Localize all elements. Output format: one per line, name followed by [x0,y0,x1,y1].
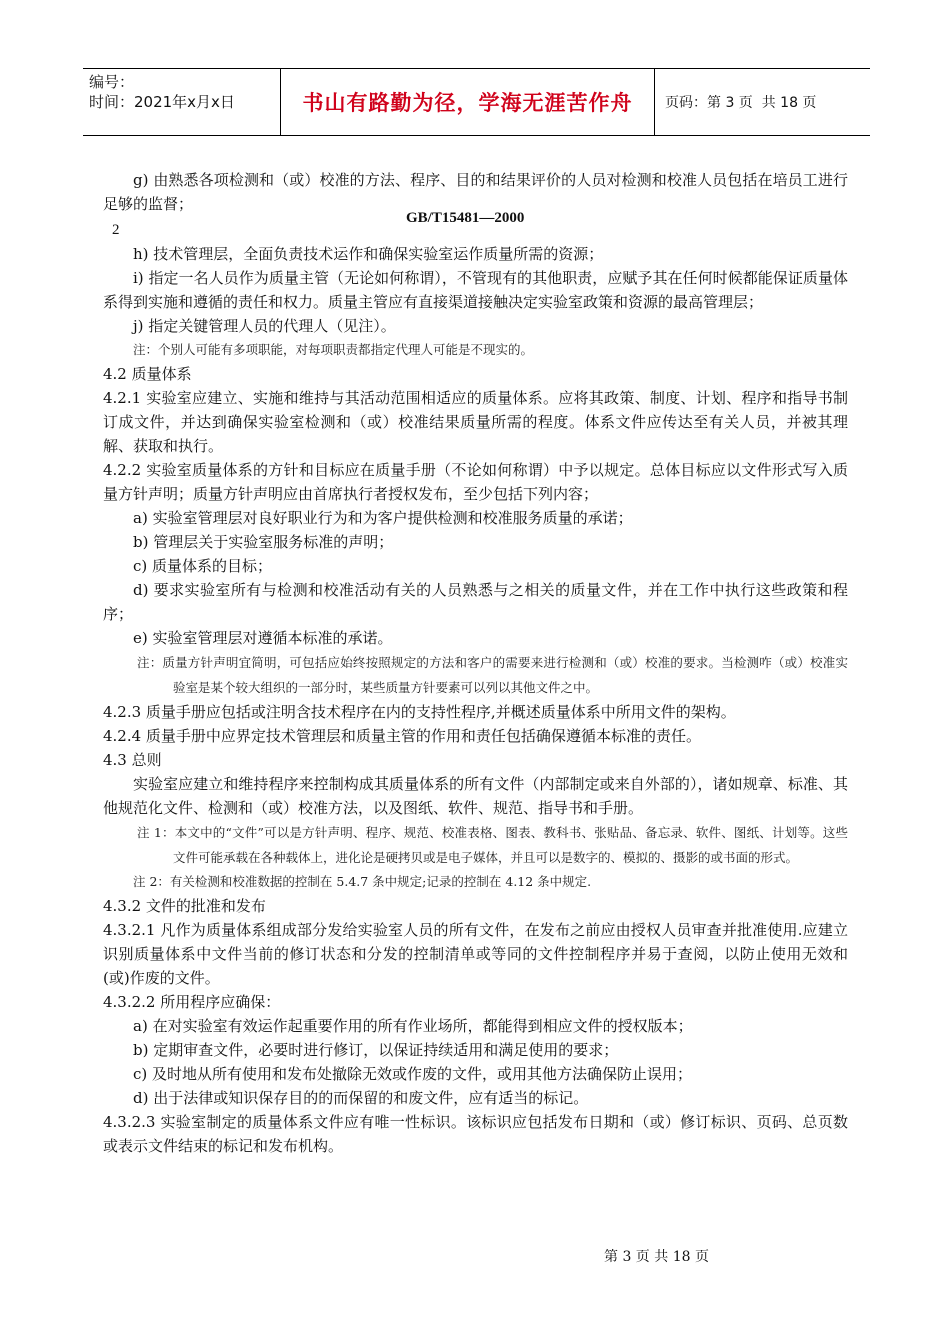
header-code-label: 编号： [89,73,135,91]
page-header [83,68,870,136]
list-item-e1: e) 实验室管理层对遵循本标准的承诺。 [133,629,393,647]
standard-number: GB/T15481—2000 [406,210,525,226]
document-body [103,168,848,1158]
section-4-3-2-3: 4.3.2.3 实验室制定的质量体系文件应有唯一性标识。该标识应包括发布日期和（或）修订标识、页码、总页数或表示文件结束的标记和发布机构。 [103,1113,848,1155]
item-h: h) 技术管理层，全面负责技术运作和确保实验室运作质量所需的资源； [133,245,604,263]
item-j: j) 指定关键管理人员的代理人（见注）。 [133,317,396,335]
header-date: 时间：2021年x月x日 [89,93,235,111]
section-4-2-1: 4.2.1 实验室应建立、实施和维持与其活动范围相适应的质量体系。应将其政策、制度、计划、程序和指导书制订成文件，并达到确保实验室检测和（或）校准结果质量所需的程度。体系文件应传达至有关人员，并被其理解、获取和执行。 [103,389,848,455]
item-i: i) 指定一名人员作为质量主管（无论如何称谓），不管现有的其他职责，应赋予其在任何时候都能保证质量体系得到实施和遵循的责任和权力。质量主管应有直接渠道接触决定实验室政策和资源的最高管理层； [103,269,848,311]
list-item-d1: d) 要求实验室所有与检测和校准活动有关的人员熟悉与之相关的质量文件，并在工作中执行这些政策和程序； [103,581,848,623]
section-4-3: 4.3 总则 [103,751,162,769]
header-page-text: 页码：第 3 页 共 18 页 [665,95,817,111]
section-4-3-2-1: 4.3.2.1 凡作为质量体系组成部分发给实验室人员的所有文件，在发布之前应由授权人员审查并批准使用.应建立识别质量体系中文件当前的修订状态和分发的控制清单或等同的文件控制程序并易于查阅，以防止使用无效和(或)作废的文件。 [103,921,848,987]
list-item-d2: d) 出于法律或知识保存目的的而保留的和废文件，应有适当的标记。 [133,1089,589,1107]
note-1: 注 1：本文中的“文件”可以是方针声明、程序、规范、校准表格、图表、教科书、张贴品、备忘录、软件、图纸、计划等。这些文件可能承载在各种载体上，进化论是硬拷贝或是电子媒体，并且可以是数字的、模拟的、摄影的或书面的形式。 [137,825,848,865]
list-item-b2: b) 定期审查文件，必要时进行修订，以保证持续适用和满足使用的要求； [133,1041,619,1059]
header-slogan: 书山有路勤为径，学海无涯苦作舟 [281,69,655,135]
list-item-c2: c) 及时地从所有使用和发布处撤除无效或作废的文件，或用其他方法确保防止误用； [133,1065,693,1083]
section-4-2-2: 4.2.2 实验室质量体系的方针和目标应在质量手册（不论如何称谓）中予以规定。总体目标应以文件形式写入质量方针声明；质量方针声明应由首席执行者授权发布，至少包括下列内容； [103,461,848,503]
list-item-a2: a) 在对实验室有效运作起重要作用的所有作业场所，都能得到相应文件的授权版本； [133,1017,693,1035]
list-item-c1: c) 质量体系的目标； [133,557,273,575]
note-2: 注 2：有关检测和校准数据的控制在 5.4.7 条中规定;记录的控制在 4.12 条中规定. [133,874,592,889]
list-item-b1: b) 管理层关于实验室服务标准的声明； [133,533,394,551]
section-4-3-paragraph: 实验室应建立和维持程序来控制构成其质量体系的所有文件（内部制定或来自外部的），诸如规章、标准、其他规范化文件、检测和（或）校准方法，以及图纸、软件、规范、指导书和手册。 [103,775,848,817]
list-item-a1: a) 实验室管理层对良好职业行为和为客户提供检测和校准服务质量的承诺； [133,509,633,527]
item-g: g) 由熟悉各项检测和（或）校准的方法、程序、目的和结果评价的人员对检测和校准人员包括在培员工进行足够的监督； [103,171,848,213]
side-page-number: 2 [112,222,120,238]
note-j: 注：个别人可能有多项职能，对每项职责都指定代理人可能是不现实的。 [133,342,534,357]
note-4-2-2: 注：质量方针声明宜简明，可包括应始终按照规定的方法和客户的需要来进行检测和（或）校准的要求。当检测咋（或）校准实验室是某个较大组织的一部分时，某些质量方针要素可以列以其他文件之中。 [137,655,848,695]
section-4-3-2: 4.3.2 文件的批准和发布 [103,897,266,915]
section-4-2: 4.2 质量体系 [103,365,192,383]
page-footer: 第 3 页 共 18 页 [604,1249,709,1265]
header-meta [83,69,281,135]
header-page-info [655,69,870,135]
section-4-2-4: 4.2.4 质量手册中应界定技术管理层和质量主管的作用和责任包括确保遵循本标准的责任。 [103,727,701,745]
section-4-3-2-2: 4.3.2.2 所用程序应确保： [103,993,281,1011]
section-4-2-3: 4.2.3 质量手册应包括或注明含技术程序在内的支持性程序,并概述质量体系中所用文件的架构。 [103,703,736,721]
